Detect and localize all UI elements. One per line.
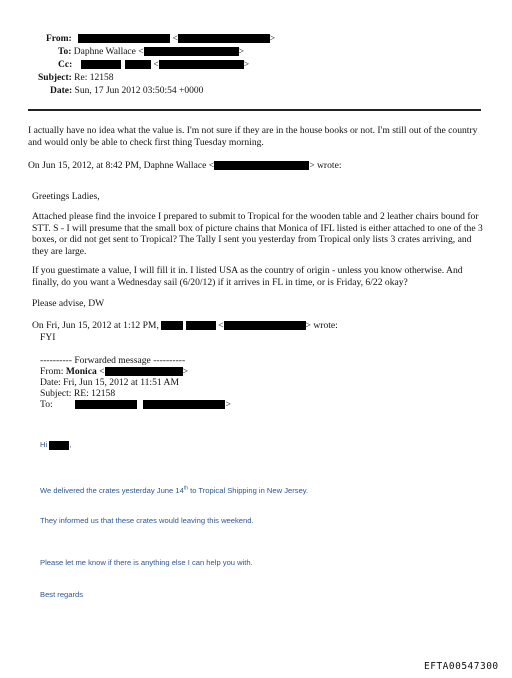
redaction <box>224 321 306 330</box>
inner-line-text: to Tropical Shipping in New Jersey. <box>187 486 309 495</box>
wrote-text: > wrote: <box>309 160 342 171</box>
comma-text: , <box>69 440 72 449</box>
forward-from-name: Monica <box>65 366 97 377</box>
quote-paragraph: Attached please find the invoice I prepared to submit to Tropical for the wooden table and 2 leather chairs bound for STT. S - I will presume that the small box of picture chains that Monica of IFL listed is either attached to one of the 3 boxes, or did not get sent to Tropical? The Tally I sent you yesterday from Tropical only lists 3 crates arriving, and they are large. <box>32 211 483 257</box>
superscript: th <box>183 485 188 492</box>
forward-separator: ---------- Forwarded message ---------- <box>40 355 186 366</box>
advise-line: Please advise, DW <box>32 298 105 309</box>
quote-paragraph: If you guestimate a value, I will fill it in. I listed USA as the country of origin - unless you know otherwise. And finally, do you want a Wednesday sail (6/20/12) if it arrives in FL in time, or is Friday, 6/22 okay? <box>32 265 463 288</box>
to-row <box>58 46 244 58</box>
cc-row <box>58 59 249 71</box>
date-label: Date: <box>50 86 73 96</box>
fyi-text: FYI <box>40 332 56 343</box>
inner-greeting <box>40 440 71 450</box>
subject-value: Re: 12158 <box>74 73 114 83</box>
redaction <box>78 34 170 43</box>
from-label: From: <box>46 34 72 44</box>
lt-symbol: < <box>153 60 159 70</box>
quote2-intro-text: On Fri, Jun 15, 2012 at 1:12 PM, <box>32 320 159 331</box>
redaction <box>75 400 137 409</box>
forward-subject: Subject: RE: 12158 <box>40 388 116 399</box>
redaction <box>144 47 239 56</box>
inner-line-text: We delivered the crates yesterday June 14 <box>40 486 184 495</box>
to-label: To: <box>58 47 72 57</box>
from-row <box>46 33 275 45</box>
date-row <box>50 85 203 97</box>
quote-intro-text: On Jun 15, 2012, at 8:42 PM, Daphne Wallace < <box>28 160 215 171</box>
redaction <box>81 60 121 69</box>
header-divider <box>28 109 481 111</box>
redaction <box>161 321 183 330</box>
inner-line: They informed us that these crates would leaving this weekend. <box>40 516 254 525</box>
gt-symbol: > <box>243 60 250 70</box>
redaction <box>49 440 72 450</box>
forward-date: Date: Fri, Jun 15, 2012 at 11:51 AM <box>40 377 180 388</box>
quote2-intro <box>32 320 338 332</box>
redaction <box>214 161 309 170</box>
gt-symbol: > <box>182 366 189 377</box>
gt-symbol: > <box>269 34 276 44</box>
forward-from-label: From: <box>40 366 66 377</box>
gt-symbol: > <box>225 399 231 410</box>
inner-line <box>40 486 308 495</box>
quote-intro <box>28 160 342 172</box>
reply-text <box>28 125 498 148</box>
to-name: Daphne Wallace < <box>73 47 144 57</box>
reply-line: I actually have no idea what the value is. I'm not sure if they are in the house books or not. I'm still out of the country <box>28 125 478 136</box>
forward-to <box>40 399 231 411</box>
redaction <box>159 60 244 69</box>
date-value: Sun, 17 Jun 2012 03:50:54 +0000 <box>74 86 204 96</box>
redaction <box>125 60 151 69</box>
lt-symbol: < <box>96 366 105 377</box>
forward-from <box>40 366 188 378</box>
hi-text: Hi <box>40 440 48 449</box>
subject-row <box>38 72 113 84</box>
inner-closing: Best regards <box>40 590 84 599</box>
redaction <box>143 400 225 409</box>
lt-symbol: < <box>218 320 224 331</box>
lt-symbol: < <box>172 34 178 44</box>
redaction <box>105 367 183 376</box>
redaction <box>186 321 216 330</box>
bates-number: EFTA00547300 <box>424 661 499 672</box>
forward-to-label: To: <box>40 399 53 410</box>
subject-label: Subject: <box>38 73 72 83</box>
inner-line: Please let me know if there is anything else I can help you with. <box>40 558 253 567</box>
cc-label: Cc: <box>58 60 73 70</box>
redaction <box>178 34 270 43</box>
gt-symbol: > <box>238 47 244 57</box>
wrote-text: > wrote: <box>305 320 338 331</box>
reply-line: and would only be able to check first thing Tuesday morning. <box>28 136 264 148</box>
greeting: Greetings Ladies, <box>32 191 100 202</box>
